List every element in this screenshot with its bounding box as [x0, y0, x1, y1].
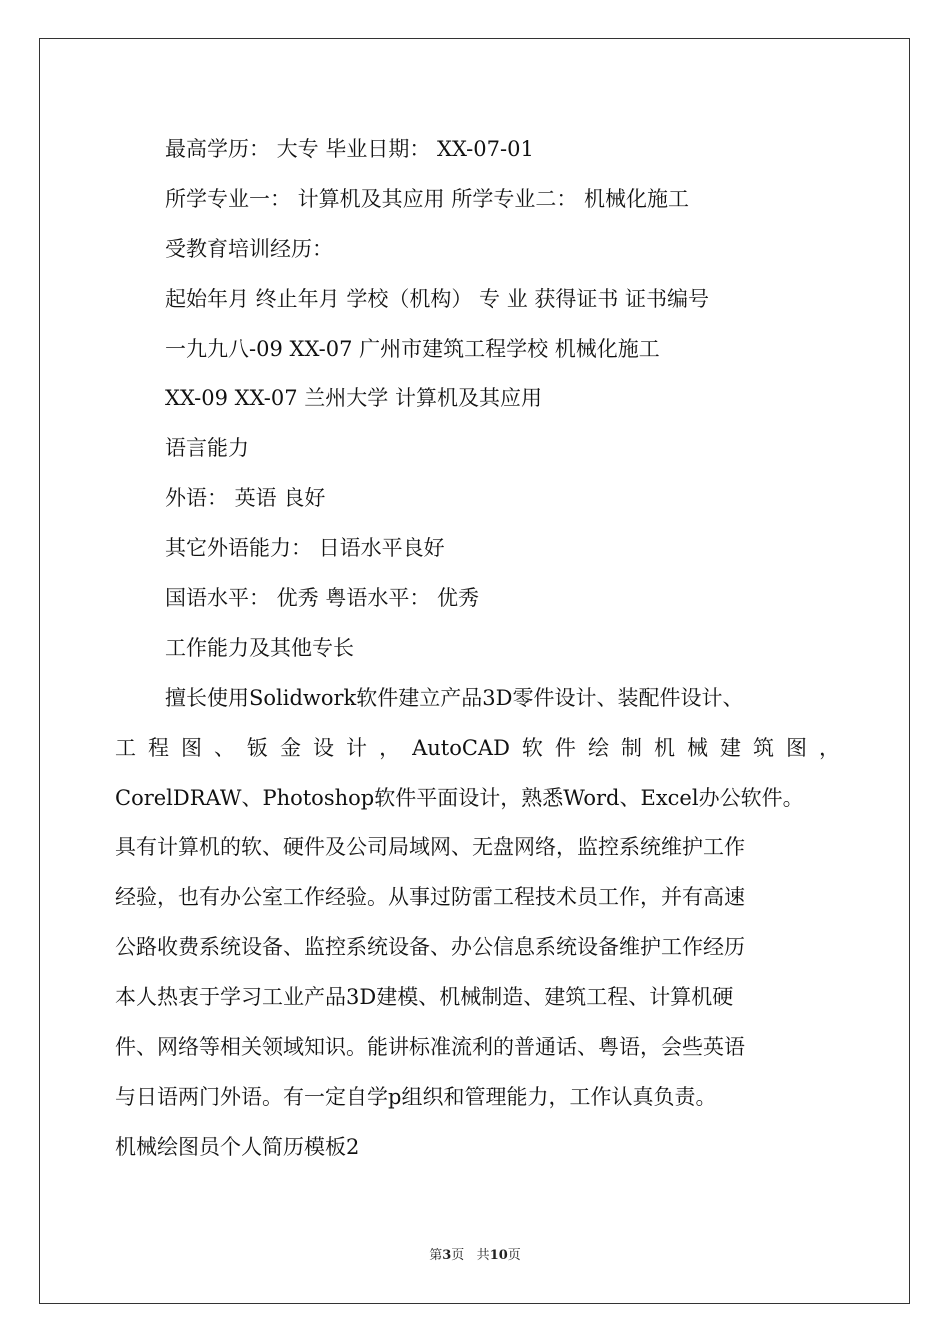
skills-paragraph-line-5: 经验，也有办公室工作经验。从事过防雷工程技术员工作，并有高速: [115, 885, 745, 909]
skills-paragraph-line-6: 公路收费系统设备、监控系统设备、办公信息系统设备维护工作经历: [115, 935, 745, 959]
training-heading: 受教育培训经历：: [165, 237, 333, 261]
dialect-line: 国语水平： 优秀 粤语水平： 优秀: [165, 586, 480, 610]
skills-paragraph-line-3: CorelDRAW、Photoshop软件平面设计，熟悉Word、Excel办公软件。: [115, 786, 804, 810]
page-number: 3: [442, 1248, 452, 1263]
foreign-language-line: 外语： 英语 良好: [165, 486, 326, 510]
training-row-1: 一九九八-09 XX-07 广州市建筑工程学校 机械化施工: [165, 337, 660, 361]
skills-paragraph-line-1: 擅长使用Solidwork软件建立产品3D零件设计、装配件设计、: [165, 686, 744, 710]
other-language-line: 其它外语能力： 日语水平良好: [165, 536, 445, 560]
page-border: [39, 38, 910, 1304]
language-heading: 语言能力: [165, 436, 249, 460]
skills-paragraph-line-8: 件、网络等相关领域知识。能讲标准流利的普通话、粤语，会些英语: [115, 1035, 745, 1059]
training-row-2: XX-09 XX-07 兰州大学 计算机及其应用: [165, 386, 542, 410]
total-prefix: 共: [476, 1248, 490, 1263]
skills-paragraph-line-9: 与日语两门外语。有一定自学p组织和管理能力，工作认真负责。: [115, 1085, 717, 1109]
skills-paragraph-line-7: 本人热衷于学习工业产品3D建模、机械制造、建筑工程、计算机硬: [115, 985, 734, 1009]
page-prefix: 第: [429, 1248, 443, 1263]
section-title: 机械绘图员个人简历模板2: [115, 1135, 360, 1159]
total-pages: 10: [489, 1248, 508, 1263]
page-suffix: 页: [451, 1248, 465, 1263]
skills-heading: 工作能力及其他专长: [165, 636, 354, 660]
total-suffix: 页: [507, 1248, 521, 1263]
skills-paragraph-line-4: 具有计算机的软、硬件及公司局域网、无盘网络，监控系统维护工作: [115, 835, 745, 859]
education-level-line: 最高学历： 大专 毕业日期： XX-07-01: [165, 137, 534, 161]
page-footer: [0, 1247, 950, 1265]
training-table-header: 起始年月 终止年月 学校（机构） 专 业 获得证书 证书编号: [165, 287, 710, 311]
major-line: 所学专业一： 计算机及其应用 所学专业二： 机械化施工: [165, 187, 690, 211]
skills-paragraph-line-2: 工程图、钣金设计，AutoCAD软件绘制机械建筑图，: [115, 736, 840, 760]
